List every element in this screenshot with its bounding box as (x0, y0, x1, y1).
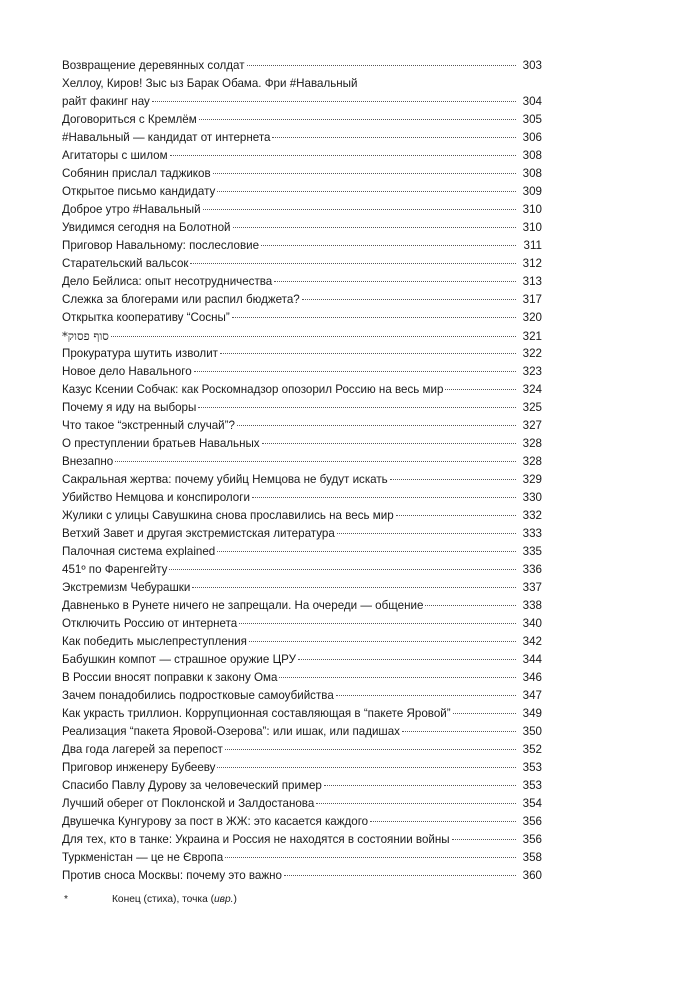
toc-entry-title: 451º по Фаренгейту (62, 563, 168, 576)
toc-entry-title: Доброе утро #Навальный (62, 203, 201, 216)
toc-entry-line (62, 111, 542, 129)
toc-entry-line (62, 93, 542, 111)
toc-entry-line (62, 633, 542, 651)
toc-entry (62, 867, 542, 885)
toc-entry (62, 453, 542, 471)
footnote-text: Конец (стиха), точка (ивр.) (112, 894, 237, 905)
dot-leader (203, 209, 516, 210)
dot-leader (213, 173, 516, 174)
toc-entry (62, 75, 542, 111)
toc-entry (62, 255, 542, 273)
toc-entry-title: Новое дело Навального (62, 365, 192, 378)
toc-entry-title: Увидимся сегодня на Болотной (62, 221, 231, 234)
toc-entry-title: Приговор инженеру Бубееву (62, 761, 216, 774)
toc-entry-line (62, 183, 542, 201)
toc-entry-page-number: 325 (522, 401, 542, 414)
toc-entry-line (62, 525, 542, 543)
toc-entry-page-number: 353 (522, 761, 542, 774)
footnote-mark: * (64, 894, 68, 905)
toc-entry-line (62, 327, 542, 345)
toc-entry-line (62, 597, 542, 615)
footnote (64, 893, 484, 907)
toc-entry-page-number: 317 (522, 293, 542, 306)
toc-entry-title: Против сноса Москвы: почему это важно (62, 869, 282, 882)
toc-entry-title: райт факинг нау (62, 95, 150, 108)
toc-entry-title: Почему я иду на выборы (62, 401, 197, 414)
dot-leader (272, 137, 516, 138)
toc-entry-page-number: 309 (522, 185, 542, 198)
toc-entry-page-number: 338 (522, 599, 542, 612)
toc-entry-page-number: 350 (522, 725, 542, 738)
toc-entry-title: Возвращение деревянных солдат (62, 59, 245, 72)
toc-entry (62, 795, 542, 813)
toc-entry-page-number: 356 (522, 815, 542, 828)
toc-entry (62, 183, 542, 201)
dot-leader (252, 497, 516, 498)
toc-entry (62, 579, 542, 597)
toc-entry-title: Старательский вальсок (62, 257, 189, 270)
toc-entry-page-number: 356 (522, 833, 542, 846)
dot-leader (402, 731, 516, 732)
toc-entry-title: Агитаторы с шилом (62, 149, 168, 162)
toc-entry-title: Что такое “экстренный случай”? (62, 419, 235, 432)
toc-entry-title: Открытка кооперативу “Сосны” (62, 311, 230, 324)
toc-entry-page-number: 327 (522, 419, 542, 432)
dot-leader (425, 605, 516, 606)
toc-entry-line (62, 435, 542, 453)
toc-entry-page-number: 322 (522, 347, 542, 360)
toc-entry-line (62, 201, 542, 219)
dot-leader (170, 155, 516, 156)
toc-entry (62, 273, 542, 291)
toc-entry-page-number: 347 (522, 689, 542, 702)
toc-entry-line (62, 669, 542, 687)
toc-entry-title: Убийство Немцова и конспирологи (62, 491, 250, 504)
toc-entry-title: Отключить Россию от интернета (62, 617, 238, 630)
dot-leader (225, 857, 516, 858)
toc-entry-line (62, 723, 542, 741)
dot-leader (115, 461, 516, 462)
dot-leader (452, 839, 516, 840)
toc-entry-title: Бабушкин компот — страшное оружие ЦРУ (62, 653, 296, 666)
toc-entry-page-number: 342 (522, 635, 542, 648)
toc-entry (62, 831, 542, 849)
toc-entry (62, 57, 542, 75)
dot-leader (217, 551, 516, 552)
toc-entry-title: Казус Ксении Собчак: как Роскомнадзор опозорил Россию на весь мир (62, 383, 444, 396)
toc-entry-page-number: 330 (522, 491, 542, 504)
toc-entry-title: Двушечка Кунгурову за пост в ЖЖ: это касается каждого (62, 815, 369, 828)
toc-entry-page-number: 358 (522, 851, 542, 864)
dot-leader (316, 803, 516, 804)
toc-entry-line (62, 165, 542, 183)
toc-entry-page-number: 310 (522, 221, 542, 234)
toc-entry-line (62, 831, 542, 849)
toc-entry-page-number: 311 (523, 239, 542, 252)
dot-leader (284, 875, 516, 876)
toc-entry-page-number: 337 (522, 581, 542, 594)
toc-entry (62, 345, 542, 363)
toc-entry-page-number: 353 (522, 779, 542, 792)
toc-entry-line (62, 759, 542, 777)
toc-entry (62, 723, 542, 741)
toc-entry-page-number: 304 (522, 95, 542, 108)
dot-leader (261, 245, 516, 246)
dot-leader (445, 389, 516, 390)
toc-entry (62, 687, 542, 705)
toc-entry-page-number: 344 (522, 653, 542, 666)
toc-entry-page-number: 320 (522, 311, 542, 324)
toc-entry (62, 291, 542, 309)
toc-entry-page-number: 321 (522, 330, 542, 343)
toc-entry (62, 309, 542, 327)
toc-entry-title: Открытое письмо кандидату (62, 185, 216, 198)
dot-leader (298, 659, 516, 660)
toc-entry-line (62, 57, 542, 75)
toc-entry-title: Для тех, кто в танке: Украина и Россия не находятся в состоянии войны (62, 833, 450, 846)
toc-entry (62, 381, 542, 399)
toc-entry (62, 165, 542, 183)
toc-entry-line (62, 579, 542, 597)
dot-leader (302, 299, 516, 300)
toc-entry-line (62, 795, 542, 813)
toc-entry-line (62, 687, 542, 705)
toc-entry-title: Собянин прислал таджиков (62, 167, 211, 180)
dot-leader (237, 425, 516, 426)
toc-entry (62, 399, 542, 417)
toc-entry-page-number: 346 (522, 671, 542, 684)
toc-entry-page-number: 333 (522, 527, 542, 540)
toc-entry-title: Внезапно (62, 455, 114, 468)
dot-leader (336, 695, 516, 696)
toc-entry-page-number: 305 (522, 113, 542, 126)
toc-entry-page-number: 336 (522, 563, 542, 576)
dot-leader (274, 281, 516, 282)
toc-entry-title: Как украсть триллион. Коррупционная составляющая в “пакете Яровой” (62, 707, 451, 720)
toc-entry-title: Ветхий Завет и другая экстремистская литература (62, 527, 335, 540)
dot-leader (225, 749, 516, 750)
toc-entry-line (62, 453, 542, 471)
toc-entry-line (62, 813, 542, 831)
toc-entry-line (62, 273, 542, 291)
toc-entry-line (62, 489, 542, 507)
dot-leader (453, 713, 516, 714)
toc-entry-page-number: 310 (522, 203, 542, 216)
toc-entry-line (62, 705, 542, 723)
toc-entry-title: Сакральная жертва: почему убийц Немцова не будут искать (62, 473, 388, 486)
toc-entry-line (62, 399, 542, 417)
toc-entry (62, 417, 542, 435)
toc-entry (62, 759, 542, 777)
toc-entry-line (62, 345, 542, 363)
toc-entry-page-number: 332 (522, 509, 542, 522)
toc-entry-page-number: 354 (522, 797, 542, 810)
toc-entry (62, 615, 542, 633)
toc-entry (62, 147, 542, 165)
toc-entry-line (62, 309, 542, 327)
dot-leader (232, 317, 516, 318)
dot-leader (190, 263, 516, 264)
dot-leader (169, 569, 516, 570)
toc-entry-title: Приговор Навальному: послесловие (62, 239, 260, 252)
toc-entry-title: О преступлении братьев Навальных (62, 437, 260, 450)
toc-entry-line (62, 777, 542, 795)
toc-entry (62, 669, 542, 687)
toc-entry-page-number: 340 (522, 617, 542, 630)
toc-entry-line (62, 561, 542, 579)
toc-entry-title: В России вносят поправки к закону Ома (62, 671, 278, 684)
toc-entry-line (62, 417, 542, 435)
dot-leader (233, 227, 516, 228)
toc-entry-title: Прокуратура шутить изволит (62, 347, 218, 360)
toc-entry (62, 633, 542, 651)
toc-entry (62, 849, 542, 867)
toc-entry-page-number: 313 (522, 275, 542, 288)
toc-entry (62, 561, 542, 579)
dot-leader (220, 353, 516, 354)
toc-entry (62, 813, 542, 831)
toc-entry-title: Слежка за блогерами или распил бюджета? (62, 293, 300, 306)
toc-entry-title: Экстремизм Чебурашки (62, 581, 191, 594)
toc-entry-title: סוף פסוק* (62, 329, 109, 343)
toc-entry-line (62, 363, 542, 381)
dot-leader (390, 479, 516, 480)
dot-leader (199, 119, 516, 120)
toc-entry (62, 489, 542, 507)
toc-entry-page-number: 312 (522, 257, 542, 270)
dot-leader (111, 336, 516, 337)
dot-leader (337, 533, 516, 534)
toc-entry (62, 237, 542, 255)
toc-entry (62, 327, 542, 345)
toc-entry (62, 435, 542, 453)
toc-entry-line (62, 867, 542, 885)
toc-entry-page-number: 308 (522, 149, 542, 162)
toc-entry (62, 507, 542, 525)
toc-entry (62, 363, 542, 381)
toc-entry-page-number: 335 (522, 545, 542, 558)
toc-entry-line (62, 651, 542, 669)
dot-leader (217, 191, 516, 192)
toc-entry-title: Туркменістан — це не Європа (62, 851, 224, 864)
toc-entry-title: Давненько в Рунете ничего не запрещали. На очереди — общение (62, 599, 424, 612)
dot-leader (262, 443, 516, 444)
toc-entry-title: Реализация “пакета Яровой-Озерова”: или ишак, или падишах (62, 725, 400, 738)
toc-entry-title: Зачем понадобились подростковые самоубийства (62, 689, 334, 702)
toc-entry (62, 219, 542, 237)
dot-leader (396, 515, 516, 516)
toc-entry (62, 651, 542, 669)
toc-entry (62, 597, 542, 615)
toc-entry-page-number: 328 (522, 455, 542, 468)
toc-entry (62, 741, 542, 759)
table-of-contents (62, 57, 542, 885)
dot-leader (324, 785, 516, 786)
toc-entry-page-number: 323 (522, 365, 542, 378)
dot-leader (249, 641, 516, 642)
toc-entry-page-number: 324 (522, 383, 542, 396)
toc-entry-line (62, 147, 542, 165)
toc-entry-line (62, 507, 542, 525)
toc-entry (62, 201, 542, 219)
toc-entry (62, 525, 542, 543)
toc-entry-title: Спасибо Павлу Дурову за человеческий пример (62, 779, 322, 792)
dot-leader (370, 821, 516, 822)
toc-entry-line (62, 543, 542, 561)
toc-entry (62, 543, 542, 561)
toc-entry-page-number: 349 (522, 707, 542, 720)
toc-entry-title: #Навальный — кандидат от интернета (62, 131, 271, 144)
toc-entry (62, 471, 542, 489)
toc-entry-line (62, 291, 542, 309)
toc-entry-line (62, 381, 542, 399)
dot-leader (192, 587, 516, 588)
dot-leader (247, 65, 516, 66)
dot-leader (239, 623, 516, 624)
dot-leader (198, 407, 516, 408)
toc-entry-title-line: Хеллоу, Киров! Зыс ыз Барак Обама. Фри #Навальный (62, 77, 358, 90)
toc-entry-page-number: 303 (522, 59, 542, 72)
toc-entry-page-number: 352 (522, 743, 542, 756)
dot-leader (152, 101, 516, 102)
toc-entry-line (62, 471, 542, 489)
toc-entry-page-number: 306 (522, 131, 542, 144)
toc-entry-title: Лучший оберег от Поклонской и Залдостанова (62, 797, 315, 810)
toc-entry-line (62, 615, 542, 633)
toc-entry-title: Два года лагерей за перепост (62, 743, 223, 756)
toc-entry-title: Дело Бейлиса: опыт несотрудничества (62, 275, 273, 288)
toc-entry (62, 111, 542, 129)
toc-entry-page-number: 308 (522, 167, 542, 180)
toc-entry-line (62, 129, 542, 147)
toc-entry-title: Жулики с улицы Савушкина снова прославились на весь мир (62, 509, 394, 522)
toc-entry-line (62, 237, 542, 255)
toc-entry-title: Как победить мыслепреступления (62, 635, 247, 648)
toc-entry (62, 705, 542, 723)
toc-entry-page-number: 329 (522, 473, 542, 486)
toc-entry-line (62, 255, 542, 273)
toc-entry-page-number: 328 (522, 437, 542, 450)
toc-entry (62, 129, 542, 147)
toc-entry (62, 777, 542, 795)
toc-entry-title: Палочная система explained (62, 545, 216, 558)
dot-leader (194, 371, 516, 372)
dot-leader (279, 677, 516, 678)
toc-entry-line (62, 849, 542, 867)
toc-entry-page-number: 360 (522, 869, 542, 882)
toc-entry-line (62, 219, 542, 237)
toc-entry-line (62, 741, 542, 759)
dot-leader (217, 767, 516, 768)
toc-entry-title: Договориться с Кремлём (62, 113, 197, 126)
